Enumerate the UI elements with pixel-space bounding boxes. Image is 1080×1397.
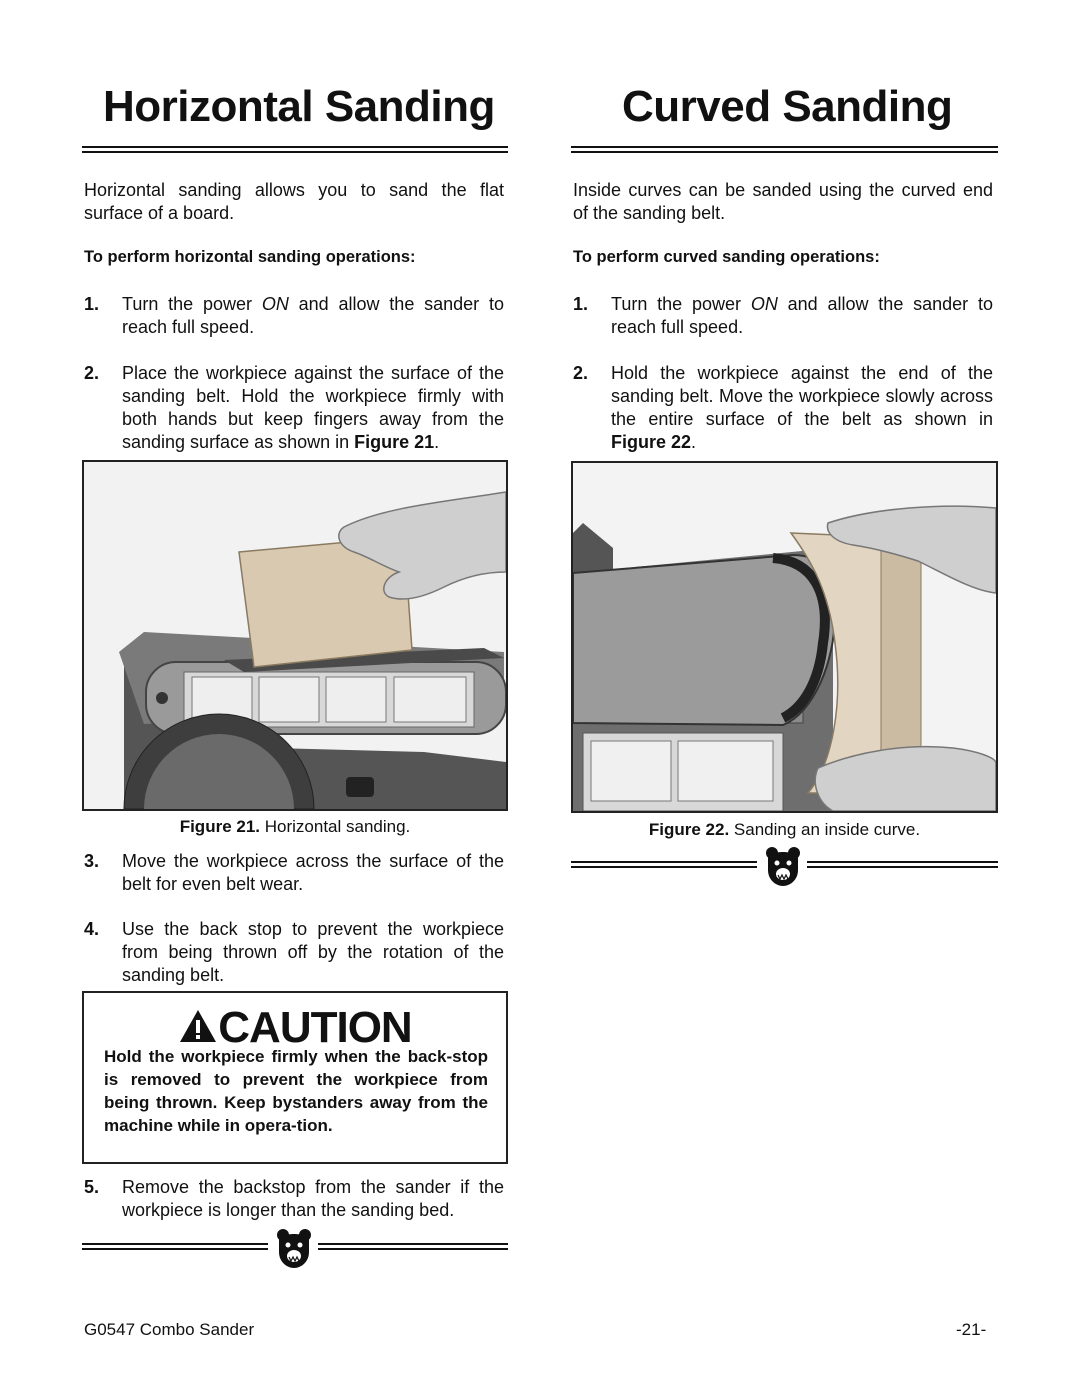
footer-model: G0547 Combo Sander bbox=[84, 1320, 255, 1339]
figure-21-caption: Figure 21. Horizontal sanding. bbox=[179, 817, 411, 836]
caution-box bbox=[82, 991, 508, 1164]
right-divider-rule-right bbox=[807, 861, 998, 868]
horizontal-sanding-photo bbox=[84, 462, 506, 809]
footer-page-number: -21- bbox=[956, 1320, 987, 1339]
bear-logo-icon bbox=[764, 846, 802, 888]
figure-22-image bbox=[571, 461, 998, 813]
bear-logo-icon bbox=[275, 1228, 313, 1270]
left-subhead: To perform horizontal sanding operations: bbox=[84, 248, 416, 266]
curved-sanding-photo bbox=[573, 463, 996, 811]
left-title-rule bbox=[82, 146, 508, 153]
figure-21-image bbox=[82, 460, 508, 811]
right-intro: Inside curves can be sanded using the curved end of the sanding belt. bbox=[573, 180, 993, 223]
left-divider-rule-right bbox=[318, 1243, 508, 1250]
left-title: Horizontal Sanding bbox=[103, 82, 495, 131]
caution-heading: CAUTION bbox=[84, 1003, 506, 1053]
right-title-rule bbox=[571, 146, 998, 153]
left-intro: Horizontal sanding allows you to sand the flat surface of a board. bbox=[84, 180, 504, 223]
right-divider-rule-left bbox=[571, 861, 757, 868]
warning-triangle-icon bbox=[178, 1008, 218, 1044]
right-title: Curved Sanding bbox=[622, 82, 953, 131]
figure-22-caption: Figure 22. Sanding an inside curve. bbox=[648, 820, 921, 839]
left-divider-rule-left bbox=[82, 1243, 268, 1250]
caution-text: Hold the workpiece firmly when the back-stop is removed to prevent the workpiece from being thrown. Keep bystanders away from the machine while in opera-tion. bbox=[104, 1047, 488, 1135]
right-subhead: To perform curved sanding operations: bbox=[573, 248, 880, 266]
